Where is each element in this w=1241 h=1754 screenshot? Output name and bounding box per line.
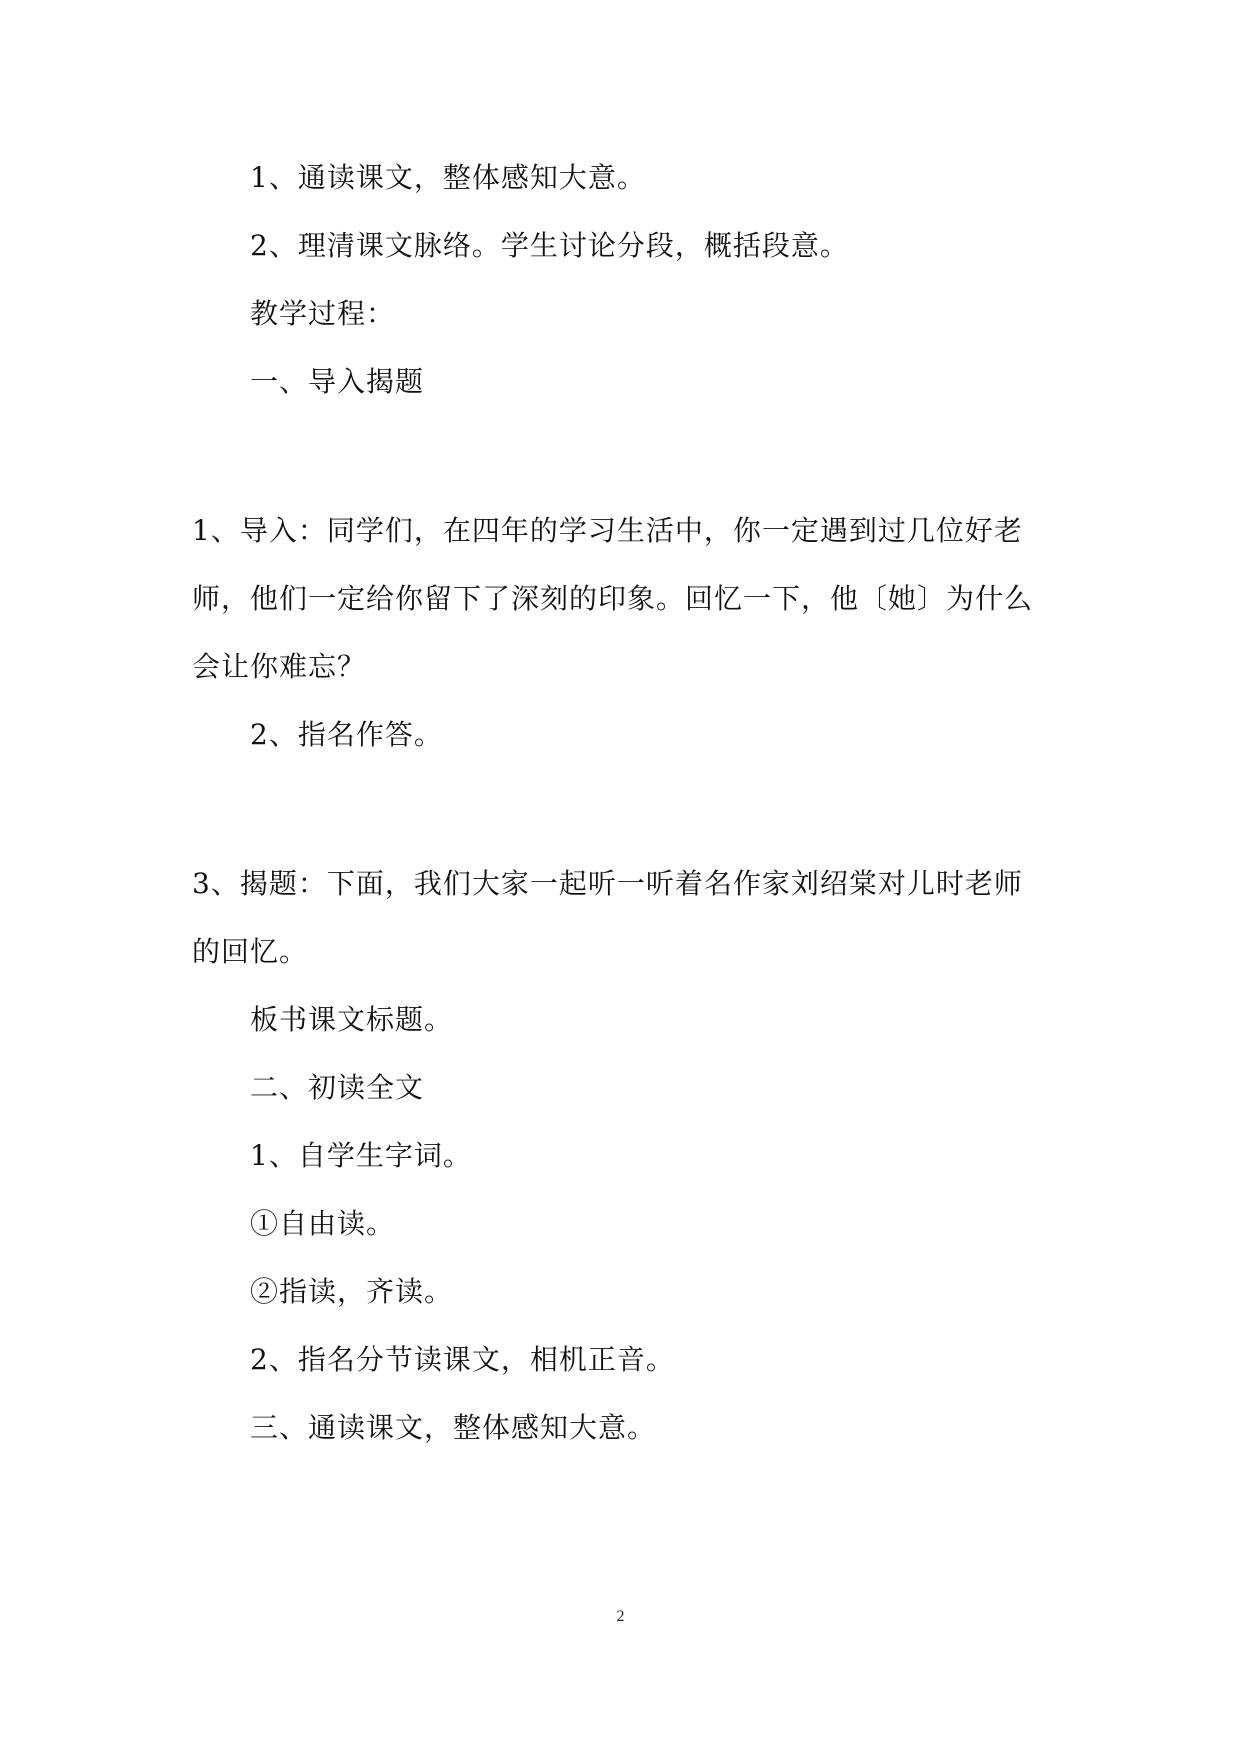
- paragraph-line: 的回忆。: [192, 935, 309, 968]
- paragraph-line: 师，他们一定给你留下了深刻的印象。回忆一下，他〔她〕为什么: [192, 582, 1034, 615]
- section-heading-overall-reading: 三、通读课文，整体感知大意。: [250, 1411, 657, 1444]
- section-heading-teaching-process: 教学过程：: [250, 297, 396, 330]
- text-line-board-title: 板书课文标题。: [250, 1003, 454, 1036]
- page-number: 2: [616, 1608, 625, 1625]
- text-line-free-reading: ①自由读。: [250, 1207, 396, 1240]
- text-line-objective-1: 1、通读课文，整体感知大意。: [250, 161, 646, 194]
- paragraph-line: 3、揭题：下面，我们大家一起听一听着名作家刘绍棠对儿时老师: [192, 867, 1023, 900]
- text-line-section-reading: 2、指名分节读课文，相机正音。: [250, 1343, 675, 1376]
- section-heading-introduction: 一、导入揭题: [250, 365, 425, 398]
- text-line-objective-2: 2、理清课文脉络。学生讨论分段，概括段意。: [250, 229, 849, 262]
- text-line-answer: 2、指名作答。: [250, 718, 443, 751]
- section-heading-first-reading: 二、初读全文: [250, 1071, 425, 1104]
- text-line-group-reading: ②指读，齐读。: [250, 1275, 454, 1308]
- paragraph-line: 会让你难忘？: [192, 650, 367, 683]
- text-line-self-study: 1、自学生字词。: [250, 1139, 472, 1172]
- paragraph-line: 1、导入：同学们，在四年的学习生活中，你一定遇到过几位好老: [192, 514, 1023, 547]
